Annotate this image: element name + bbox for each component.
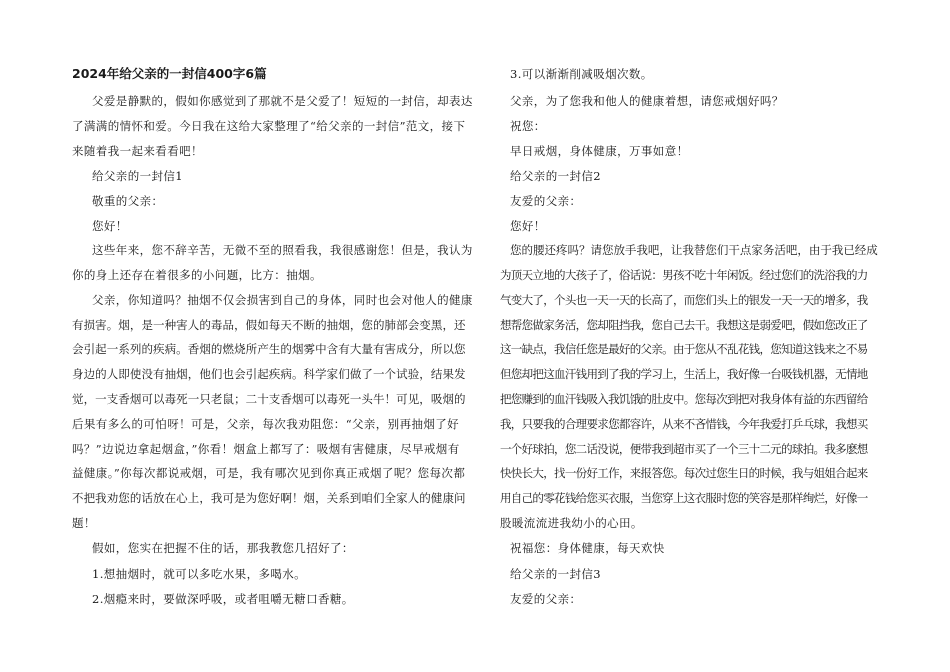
greeting: 您好！ (510, 219, 546, 233)
list-item: 1.想抽烟时，就可以多吃水果，多喝水。 (92, 567, 307, 581)
text-line: 一个好球拍，您二话没说，便带我到超市买了一个三十二元的球拍。我多麽想 (500, 442, 868, 456)
text-line: 股暖流流进我幼小的心田。 (500, 516, 643, 530)
text-line: 这些年来，您不辞辛苦，无微不至的照看我，我很感谢您！但是，我认为 (92, 243, 473, 257)
text-line: 父亲，你知道吗？抽烟不仅会损害到自己的身体，同时也会对他人的健康 (92, 293, 473, 307)
text-line: 有损害。烟，是一种害人的毒品，假如每天不断的抽烟，您的肺部会变黑，还 (72, 318, 466, 332)
greeting: 您好！ (92, 219, 128, 233)
section-heading: 给父亲的一封信3 (510, 567, 602, 581)
text-line: 您的腰还疼吗？请您放手我吧，让我替您们干点家务活吧，由于我已经成 (510, 243, 878, 257)
text-line: 父爱是静默的，假如你感觉到了那就不是父爱了！短短的一封信，却表达 (92, 94, 473, 108)
text-line: 气变大了，个头也一天一天的长高了，而您们头上的银发一天一天的增多，我 (500, 293, 868, 307)
text-line: 吗？”边说边拿起烟盒，”你看！烟盒上都写了：吸烟有害健康，尽早戒烟有 (72, 442, 460, 456)
text-line: 早日戒烟，身体健康，万事如意！ (510, 144, 689, 158)
salutation: 友爱的父亲： (510, 194, 582, 208)
text-line: 后果有多么的可怕呀！可是，父亲，每次我劝阻您：“父亲，别再抽烟了好 (72, 417, 460, 431)
text-line: 了满满的情怀和爱。今日我在这给大家整理了“给父亲的一封信”范文，接下 (72, 119, 466, 133)
text-line: 用自己的零花钱给您买衣服，当您穿上这衣服时您的笑容是那样绚烂，好像一 (500, 491, 868, 505)
text-line: 觉，一支香烟可以毒死一只老鼠；二十支香烟可以毒死一头牛！可见，吸烟的 (72, 392, 466, 406)
text-line: 但您却把这血汗钱用到了我的学习上，生活上，我好像一台吸钱机器，无情地 (500, 367, 868, 381)
text-line: 题！ (72, 516, 96, 530)
page-title: 2024年给父亲的一封信400字6篇 (72, 66, 267, 81)
text-line: 把您赚到的血汗钱吸入我饥饿的肚皮中。您每次到把对我身体有益的东西留给 (500, 392, 868, 406)
text-line: 想帮您做家务活，您却阻挡我，您自己去干。我想这是弱爱吧，假如您改正了 (500, 318, 868, 332)
text-line: 祝福您：身体健康，每天欢快 (510, 541, 665, 555)
text-line: 益健康。”你每次都说戒烟，可是，我有哪次见到你真正戒烟了呢？您每次都 (72, 466, 466, 480)
salutation: 敬重的父亲： (92, 194, 164, 208)
text-line: 父亲，为了您我和他人的健康着想，请您戒烟好吗？ (510, 94, 784, 108)
text-line: 这一缺点，我信任您是最好的父亲。由于您从不乱花钱，您知道这钱来之不易 (500, 342, 868, 356)
section-heading: 给父亲的一封信2 (510, 169, 602, 183)
section-heading: 给父亲的一封信1 (92, 169, 184, 183)
text-line: 为顶天立地的大孩子了，俗话说：男孩不吃十年闲饭。经过您们的洗浴我的力 (500, 268, 868, 282)
list-item: 3.可以渐渐削减吸烟次数。 (510, 67, 653, 81)
salutation: 友爱的父亲： (510, 592, 582, 606)
text-line: 身边的人即使没有抽烟，他们也会引起疾病。科学家们做了一个试验，结果发 (72, 367, 466, 381)
text-line: 会引起一系列的疾病。香烟的燃烧所产生的烟雾中含有大量有害成分，所以您 (72, 342, 466, 356)
list-item: 2.烟瘾来时，要做深呼吸，或者咀嚼无糖口香糖。 (92, 592, 354, 606)
text-line: 我，只要我的合理要求您都容许，从来不吝惜钱，今年我爱打乒乓球，我想买 (500, 417, 868, 431)
text-line: 来随着我一起来看看吧！ (72, 144, 203, 158)
text-line: 不把我劝您的话放在心上，我可是为您好啊！烟，关系到咱们全家人的健康问 (72, 491, 466, 505)
text-line: 你的身上还存在着很多的小问题，比方：抽烟。 (72, 268, 322, 282)
text-line: 假如，您实在把握不住的话，那我教您几招好了： (92, 541, 354, 555)
text-line: 快快长大，找一份好工作，来报答您。每次过您生日的时候，我与姐姐合起来 (500, 466, 868, 480)
text-line: 祝您： (510, 119, 546, 133)
